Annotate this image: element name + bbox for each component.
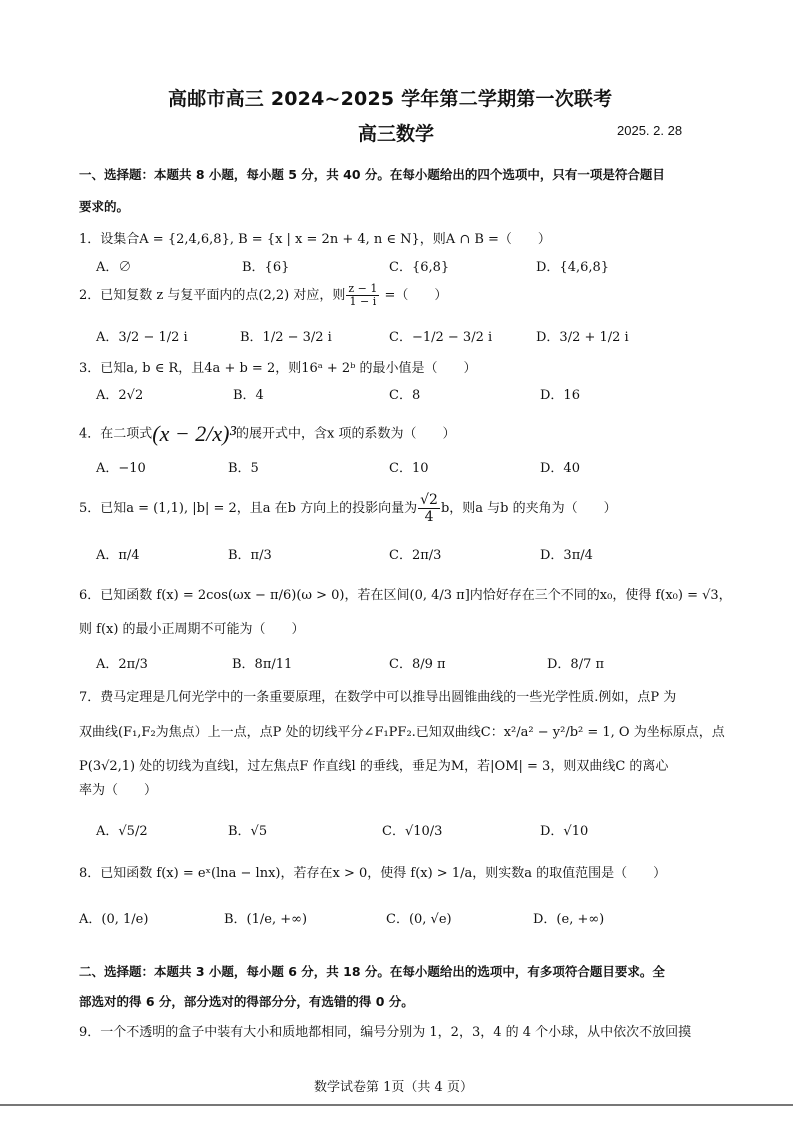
- q5-frac-num: √2: [420, 492, 438, 508]
- q4-stem-post: 的展开式中，含x 项的系数为（ ）: [236, 426, 456, 442]
- q4-stem-pre: 4．在二项式: [79, 426, 153, 442]
- q2-stem-post: =（ ）: [380, 288, 448, 303]
- q8-option-b: B．(1/e, +∞): [224, 912, 308, 927]
- subject-title: 高三数学: [358, 123, 435, 145]
- q9-stem: 9．一个不透明的盒子中装有大小和质地都相同，编号分别为 1，2，3，4 的 4 个小球，从中依次不放回摸: [79, 1025, 692, 1040]
- q3-option-c: C．8: [389, 388, 421, 403]
- q5-option-d: D．3π/4: [540, 548, 593, 563]
- q1-option-a: A．∅: [96, 260, 132, 275]
- q5-stem-pre: 5．已知a = (1,1), |b| = 2，且a 在b 方向上的投影向量为: [79, 501, 418, 516]
- q3-option-d: D．16: [540, 388, 580, 403]
- q7-line4: 率为（ ）: [79, 783, 158, 798]
- q1-option-b: B．{6}: [242, 260, 290, 275]
- section2-heading-line1: 二、选择题：本题共 3 小题，每小题 6 分，共 18 分。在每小题给出的选项中，有多项符合题目要求。全: [79, 964, 665, 979]
- q2-option-d: D．3/2 + 1/2 i: [536, 330, 629, 345]
- q2-fraction: [346, 283, 379, 308]
- section1-heading-line2: 要求的。: [79, 199, 130, 214]
- q2-option-c: C．−1/2 − 3/2 i: [389, 330, 493, 345]
- q5-frac-den: 4: [424, 509, 434, 525]
- q2-stem-pre: 2．已知复数 z 与复平面内的点(2,2) 对应，则: [79, 288, 346, 303]
- q1-option-c: C．{6,8}: [389, 260, 450, 275]
- q5-stem: [79, 492, 617, 525]
- q6-option-d: D．8/7 π: [547, 657, 605, 672]
- q7-option-c: C．√10/3: [382, 824, 443, 839]
- q7-option-a: A．√5/2: [96, 824, 148, 839]
- q4-binomial-expr: (x − 2/x)³: [152, 421, 237, 446]
- q1-stem: 1．设集合A = {2,4,6,8}, B = {x | x = 2n + 4, n ∈ N}，则A ∩ B =（ ）: [79, 232, 551, 247]
- q3-option-a: A．2√2: [96, 388, 144, 403]
- q2-frac-num: z − 1: [348, 282, 378, 295]
- q8-stem: 8．已知函数 f(x) = eˣ(lna − lnx)，若存在x > 0，使得 f(x) > 1/a，则实数a 的取值范围是（ ）: [79, 866, 667, 881]
- q6-stem-line2: 则 f(x) 的最小正周期不可能为（ ）: [79, 622, 305, 637]
- q6-option-c: C．8/9 π: [389, 657, 446, 672]
- q2-option-b: B．1/2 − 3/2 i: [240, 330, 332, 345]
- section2-heading-line2: 部选对的得 6 分，部分选对的得部分分，有选错的得 0 分。: [79, 994, 414, 1009]
- q7-line3: P(3√2,1) 处的切线为直线l，过左焦点F 作直线l 的垂线，垂足为M，若|OM| = 3，则双曲线C 的离心: [79, 759, 669, 774]
- q2-option-a: A．3/2 − 1/2 i: [96, 330, 188, 345]
- page-footer: 数学试卷第 1页（共 4 页）: [314, 1080, 473, 1095]
- q1-option-d: D．{4,6,8}: [536, 260, 610, 275]
- q7-line2: 双曲线(F₁,F₂为焦点）上一点，点P 处的切线平分∠F₁PF₂.已知双曲线C：x²/a² − y²/b² = 1, O 为坐标原点，点: [79, 725, 725, 740]
- bottom-rule: [0, 1104, 793, 1106]
- q3-stem: 3．已知a, b ∈ R，且4a + b = 2，则16ᵃ + 2ᵇ 的最小值是（ ）: [79, 361, 477, 376]
- q2-frac-den: 1 − i: [349, 295, 377, 308]
- q5-stem-post: b，则a 与b 的夹角为（ ）: [440, 501, 617, 516]
- q7-option-d: D．√10: [540, 824, 589, 839]
- q7-line1: 7．费马定理是几何光学中的一条重要原理，在数学中可以推导出圆锥曲线的一些光学性质.例如，点P 为: [79, 690, 677, 705]
- q4-option-a: A．−10: [96, 461, 146, 476]
- q5-option-b: B．π/3: [228, 548, 272, 563]
- q7-option-b: B．√5: [228, 824, 268, 839]
- q4-option-b: B．5: [228, 461, 259, 476]
- q4-stem: [79, 421, 456, 447]
- exam-title: 高邮市高三 2024~2025 学年第二学期第一次联考: [168, 88, 613, 110]
- q5-option-a: A．π/4: [96, 548, 140, 563]
- q6-option-b: B．8π/11: [232, 657, 293, 672]
- q4-option-d: D．40: [540, 461, 580, 476]
- q3-option-b: B．4: [233, 388, 264, 403]
- exam-date: 2025. 2. 28: [617, 123, 683, 138]
- q8-option-c: C．(0, √e): [386, 912, 452, 927]
- section1-heading-line1: 一、选择题：本题共 8 小题，每小题 5 分，共 40 分。在每小题给出的四个选项中，只有一项是符合题目: [79, 167, 665, 182]
- q5-fraction: [418, 492, 440, 525]
- q4-option-c: C．10: [389, 461, 429, 476]
- q8-option-a: A．(0, 1/e): [79, 912, 149, 927]
- q2-stem: [79, 283, 447, 308]
- q8-option-d: D．(e, +∞): [533, 912, 605, 927]
- q5-option-c: C．2π/3: [389, 548, 442, 563]
- q6-stem-line1: 6．已知函数 f(x) = 2cos(ωx − π/6)(ω > 0)，若在区间(0, 4/3 π]内恰好存在三个不同的x₀，使得 f(x₀) = √3，: [79, 588, 732, 603]
- q6-option-a: A．2π/3: [96, 657, 148, 672]
